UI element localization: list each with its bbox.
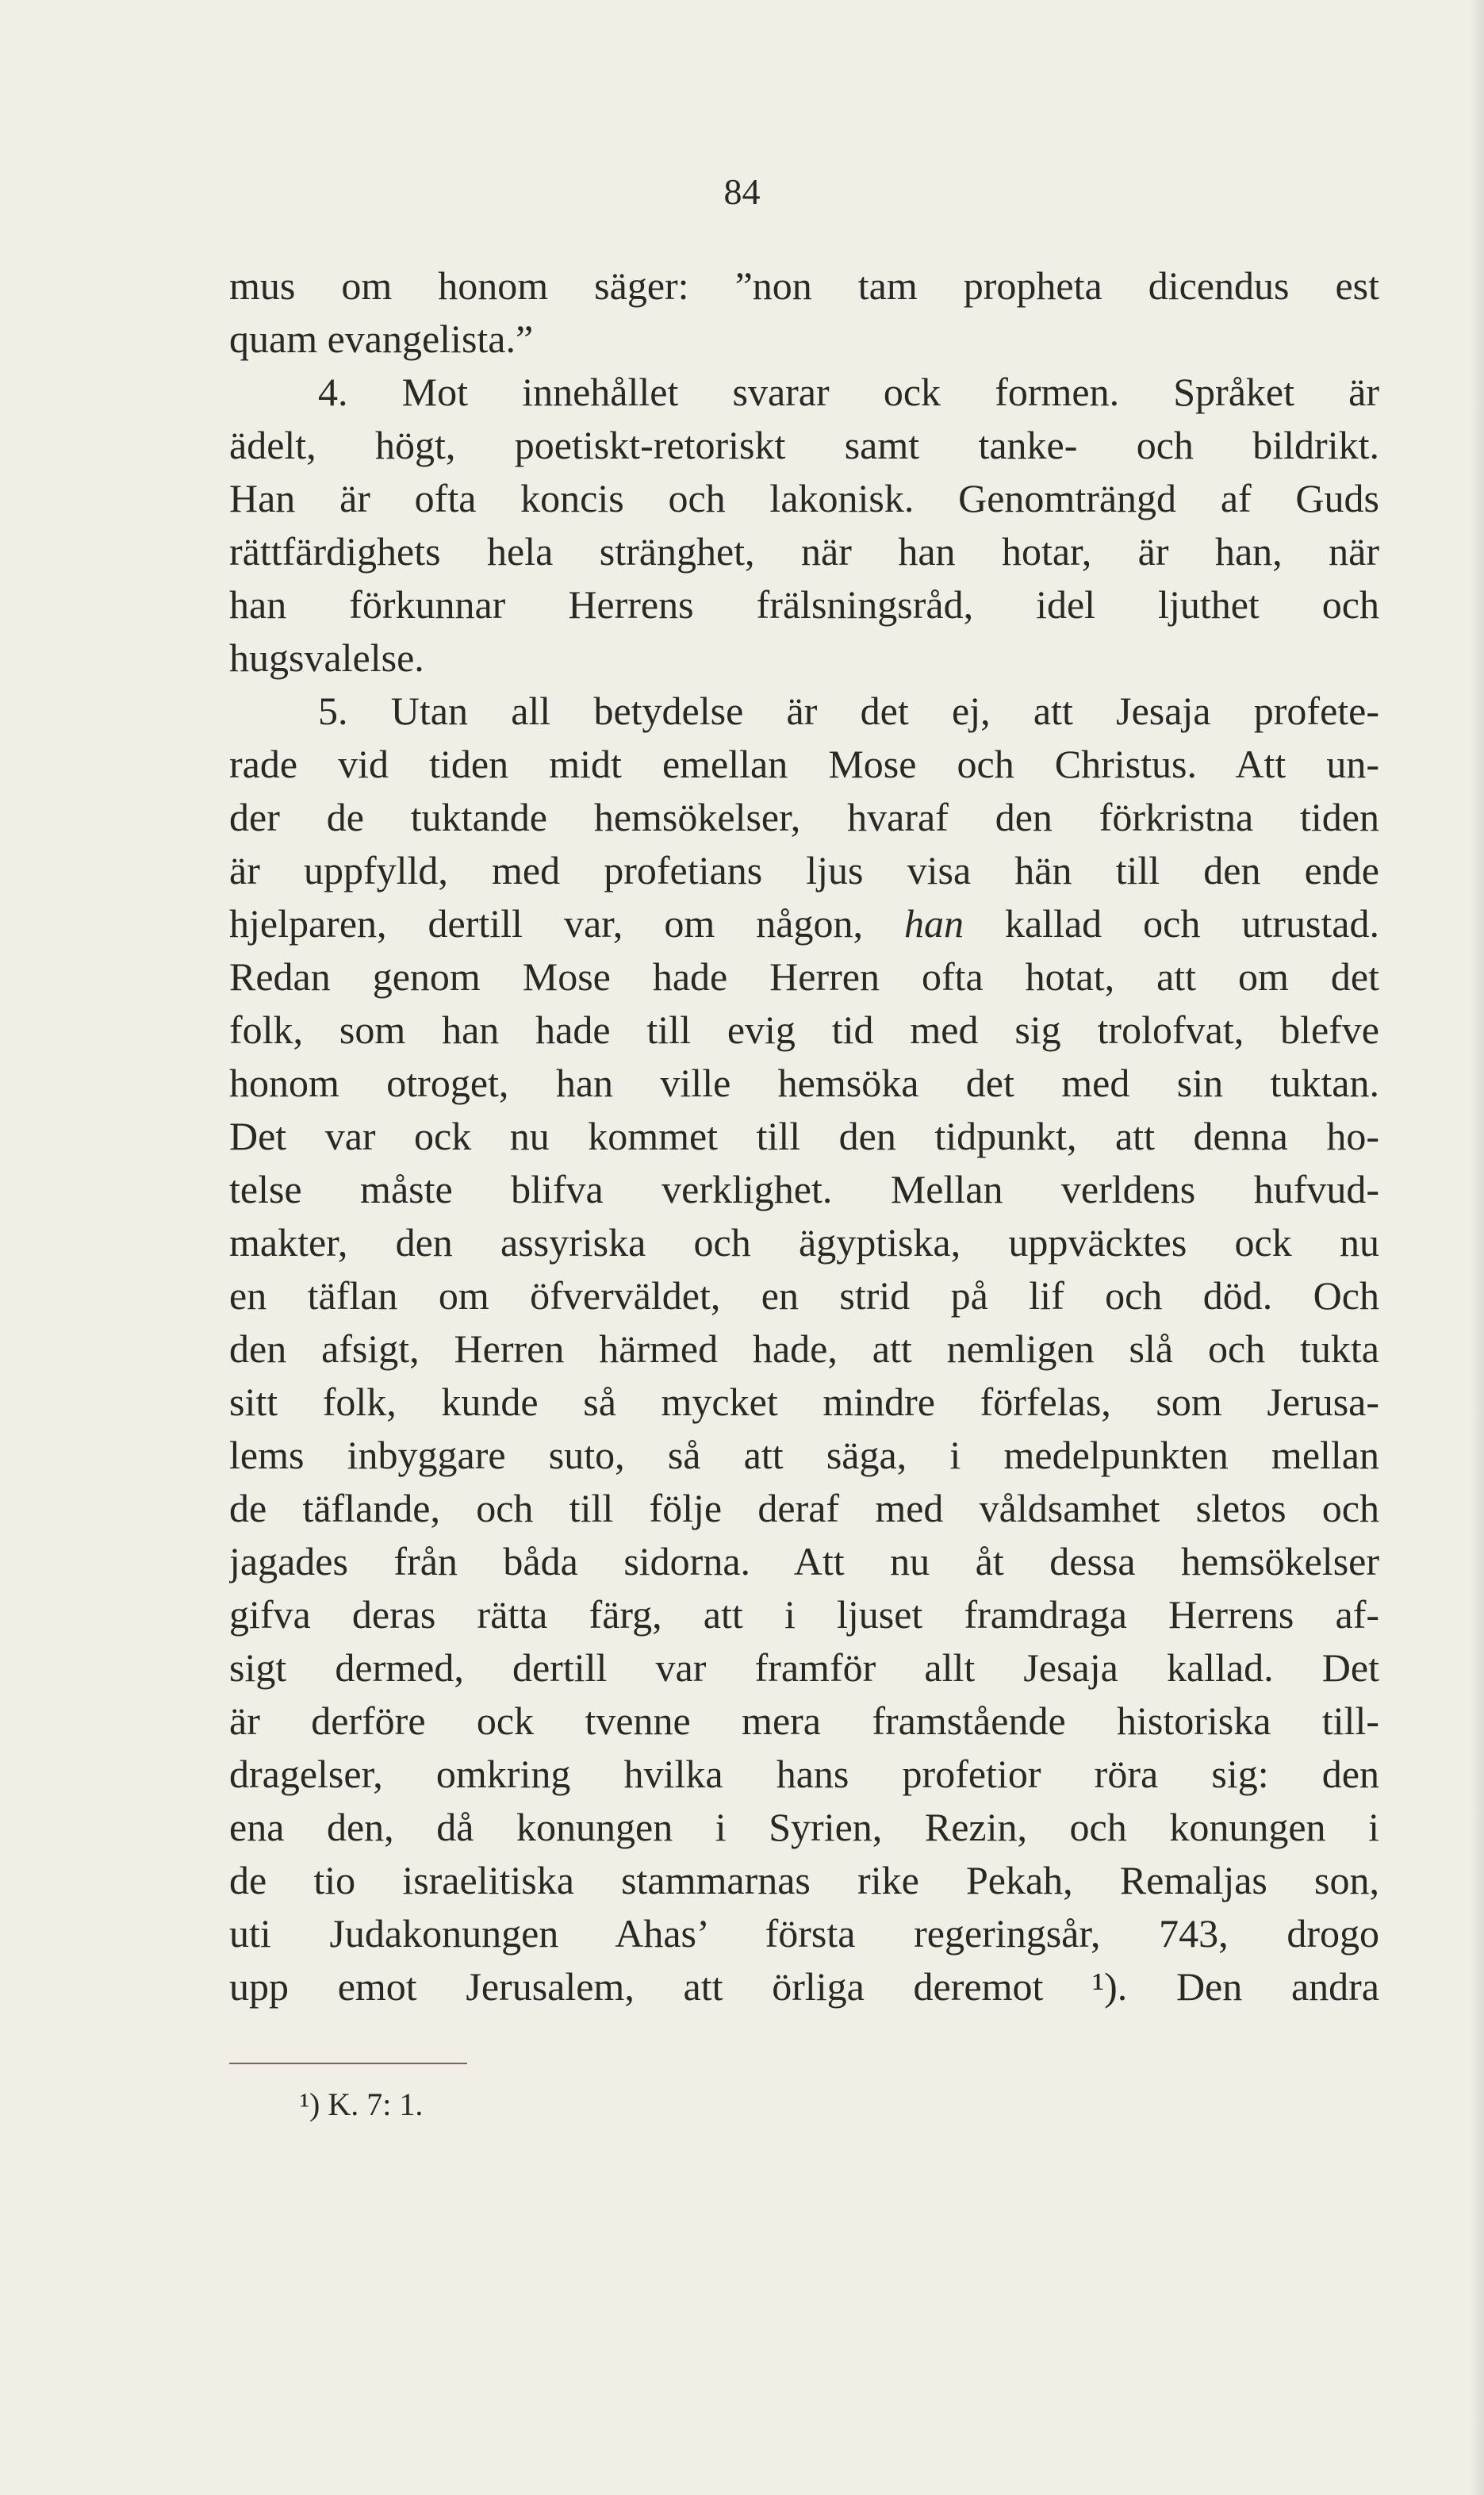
body-text (229, 259, 1379, 2013)
text-line: hjelparen, dertill var, om någon, han kallad och utrustad. (229, 901, 1379, 946)
text-line: Redan genom Mose hade Herren ofta hotat, att om det (229, 954, 1379, 999)
text-line: de täflande, och till följe deraf med våldsamhet sletos och (229, 1486, 1379, 1530)
text-line: honom otroget, han ville hemsöka det med sin tuktan. (229, 1061, 1379, 1105)
footnote: ¹) K. 7: 1. (300, 2086, 424, 2122)
text-line: är uppfylld, med profetians ljus visa hän till den ende (229, 848, 1379, 892)
text-line: han förkunnar Herrens frälsningsråd, idel ljuthet och (229, 582, 1379, 627)
text-line: quam evangelista.” (229, 317, 534, 361)
text-line: ena den, då konungen i Syrien, Rezin, och konungen i (229, 1805, 1379, 1849)
text-line: upp emot Jerusalem, att örliga deremot ¹). Den andra (229, 1964, 1379, 2009)
text-line: mus om honom säger: ”non tam propheta dicendus est (229, 263, 1379, 308)
text-line: är derföre ock tvenne mera framstående historiska till- (229, 1699, 1379, 1743)
text-line: 5. Utan all betydelse är det ej, att Jesaja profete- (318, 689, 1379, 733)
text-line: gifva deras rätta färg, att i ljuset framdraga Herrens af- (229, 1592, 1379, 1637)
text-line: ädelt, högt, poetiskt-retoriskt samt tanke- och bildrikt. (229, 423, 1379, 467)
text-line: makter, den assyriska och ägyptiska, uppväcktes ock nu (229, 1220, 1379, 1265)
text-line: folk, som han hade till evig tid med sig trolofvat, blefve (229, 1008, 1379, 1052)
text-line: der de tuktande hemsökelser, hvaraf den förkristna tiden (229, 795, 1379, 839)
text-line: lems inbyggare suto, så att säga, i medelpunkten mellan (229, 1433, 1379, 1477)
text-line: sigt dermed, dertill var framför allt Jesaja kallad. Det (229, 1645, 1379, 1690)
page-edge-shadow (1470, 0, 1484, 2495)
text-line: hugsvalelse. (229, 635, 424, 680)
text-line: en täflan om öfverväldet, en strid på lif och död. Och (229, 1273, 1379, 1318)
text-line: dragelser, omkring hvilka hans profetior röra sig: den (229, 1752, 1379, 1796)
text-line: jagades från båda sidorna. Att nu åt dessa hemsökelser (229, 1539, 1379, 1583)
text-line: 4. Mot innehållet svarar ock formen. Språket är (318, 370, 1379, 414)
text-line: telse måste blifva verklighet. Mellan verldens hufvud- (229, 1167, 1379, 1211)
text-line: Det var ock nu kommet till den tidpunkt, att denna ho- (229, 1114, 1379, 1158)
footnote-rule (229, 2063, 467, 2064)
text-line: sitt folk, kunde så mycket mindre förfelas, som Jerusa- (229, 1380, 1379, 1424)
text-line: uti Judakonungen Ahas’ första regeringsår, 743, drogo (229, 1911, 1379, 1956)
page-number: 84 (723, 171, 761, 212)
emphasis: han (903, 901, 964, 946)
text-line: Han är ofta koncis och lakonisk. Genomträngd af Guds (229, 476, 1379, 520)
text-line: den afsigt, Herren härmed hade, att nemligen slå och tukta (229, 1326, 1379, 1371)
text-line: rade vid tiden midt emellan Mose och Christus. Att un- (229, 742, 1379, 786)
text-line: de tio israelitiska stammarnas rike Pekah, Remaljas son, (229, 1858, 1379, 1902)
text-line: rättfärdighets hela stränghet, när han hotar, är han, när (229, 529, 1379, 574)
